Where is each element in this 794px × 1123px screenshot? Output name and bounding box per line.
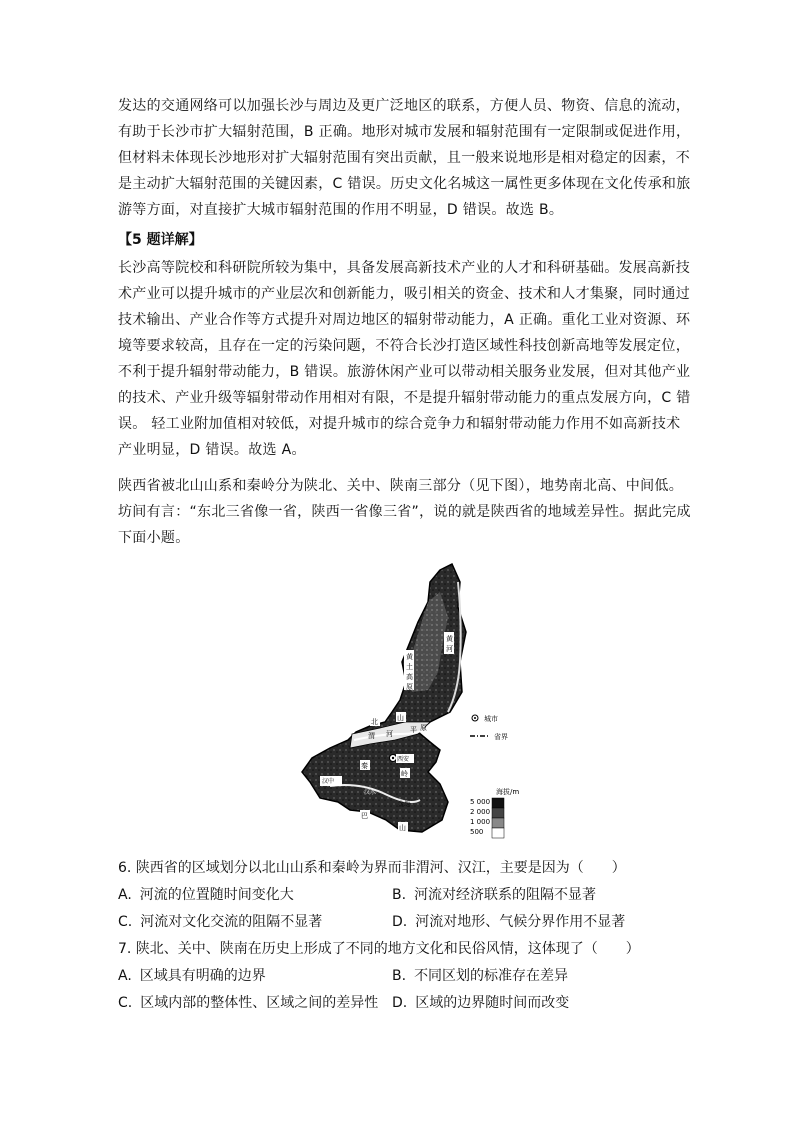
legend-tick: 1 000	[470, 818, 491, 826]
svg-text:岭: 岭	[401, 770, 408, 778]
text-line: 但材料未体现长沙地形对扩大辐射范围有突出贡献，且一般来说地形是相对稳定的因素，不	[118, 150, 690, 166]
svg-text:渭: 渭	[368, 732, 375, 740]
basin-label	[398, 800, 410, 808]
svg-text:西安: 西安	[397, 756, 410, 763]
hanshui-label	[364, 788, 376, 796]
text-line: 长沙高等院校和科研院所较为集中，具备发展高新技术产业的人才和科研基础。发展高新技	[118, 260, 690, 276]
svg-text:山: 山	[399, 824, 406, 832]
question-6-option-b[interactable]	[392, 882, 596, 908]
option-text: 河流对文化交流的阻隔不显著	[140, 914, 323, 930]
plateau-label	[404, 650, 414, 691]
xian-label	[396, 754, 414, 763]
question-6-option-a[interactable]	[118, 882, 294, 908]
option-letter: A.	[118, 968, 132, 984]
svg-text:平: 平	[410, 726, 417, 734]
text-line: 产业明显，D 错误。故选 A。	[118, 442, 306, 458]
svg-text:盆地: 盆地	[398, 801, 411, 808]
option-text: 河流对地形、气候分界作用不显著	[415, 914, 626, 930]
question-7-option-b[interactable]	[392, 963, 568, 989]
option-text: 河流的位置随时间变化大	[139, 887, 294, 903]
svg-text:黄: 黄	[406, 653, 413, 661]
section-heading-q5: 【5 题详解】	[118, 232, 203, 248]
legend-tick: 500	[470, 828, 484, 836]
text-line: 境等要求较高，且存在一定的污染问题，不符合长沙打造区域性科技创新高地等发展定位，	[118, 338, 690, 354]
question-6-option-c[interactable]	[118, 909, 322, 935]
text-line: 陕西省被北山山系和秦岭分为陕北、关中、陕南三部分（见下图），地势南北高、中间低。	[118, 478, 683, 494]
option-letter: C.	[118, 914, 133, 930]
text-line: 坊间有言：“东北三省像一省，陕西一省像三省”，说的就是陕西省的地域差异性。据此完成	[118, 504, 691, 520]
text-line: 下面小题。	[118, 530, 190, 546]
svg-text:黄: 黄	[446, 635, 453, 643]
yellow-river-label	[444, 632, 454, 654]
svg-text:河: 河	[446, 645, 453, 653]
svg-text:原: 原	[420, 724, 427, 732]
svg-text:巴: 巴	[361, 812, 368, 820]
option-letter: D.	[392, 995, 408, 1011]
option-letter: B.	[392, 968, 407, 984]
map-legend	[470, 712, 540, 844]
text-line: 的技术、产业升级等辐射带动作用相对有限，不是提升辐射带动能力的重点发展方向，C 错	[118, 390, 691, 406]
svg-text:汉中: 汉中	[322, 778, 335, 785]
svg-text:高: 高	[406, 673, 413, 681]
text-line: 是主动扩大辐射范围的关键因素，C 错误。历史文化名城这一属性更多体现在文化传承和旅	[118, 176, 691, 192]
text-line: 误。 轻工业附加值相对较低，对提升城市的综合竞争力和辐射带动能力作用不如高新技术	[118, 416, 681, 432]
answer-paragraph-4	[118, 93, 691, 223]
option-text: 不同区划的标准存在差异	[414, 968, 569, 984]
question-7-option-a[interactable]	[118, 963, 266, 989]
text-line: 游等方面，对直接扩大城市辐射范围的作用不明显，D 错误。故选 B。	[118, 202, 564, 218]
svg-text:北: 北	[371, 718, 378, 726]
text-line: 术产业可以提升城市的产业层次和创新能力，吸引相关的资金、技术和人才集聚，同时通过	[118, 286, 690, 302]
svg-text:原: 原	[406, 683, 413, 691]
question-7-option-c[interactable]	[118, 990, 378, 1016]
text-line: 发达的交通网络可以加强长沙与周边及更广泛地区的联系，方便人员、物资、信息的流动，	[118, 98, 690, 114]
question-6-stem: 6. 陕西省的区域划分以北山山系和秦岭为界而非渭河、汉江，主要是因为（ ）	[118, 860, 626, 876]
option-letter: D.	[392, 914, 408, 930]
option-text: 区域内部的整体性、区域之间的差异性	[140, 995, 379, 1011]
text-line: 技术输出、产业合作等方式提升对周边地区的辐射带动能力，A 正确。重化工业对资源、环	[118, 312, 691, 328]
text-line: 有助于长沙市扩大辐射范围，B 正确。地形对城市发展和辐射范围有一定限制或促进作用，	[118, 124, 691, 140]
answer-paragraph-5	[118, 255, 691, 463]
question-7-stem: 7. 陕北、关中、陕南在历史上形成了不同的地方文化和民俗风情，这体现了（ ）	[118, 941, 640, 957]
question-intro-paragraph	[118, 473, 691, 551]
question-6-option-d[interactable]	[392, 909, 625, 935]
svg-text:土: 土	[406, 663, 413, 671]
legend-city-label: 城市	[484, 715, 498, 723]
option-letter: A.	[118, 887, 132, 903]
svg-text:秦: 秦	[361, 762, 368, 770]
hanzhong-label	[320, 776, 342, 786]
text-line: 不利于提升辐射带动能力，B 错误。旅游休闲产业可以带动相关服务业发展，但对其他产业	[118, 364, 691, 380]
svg-text:汉水: 汉水	[364, 789, 377, 796]
option-text: 区域的边界随时间而改变	[415, 995, 570, 1011]
question-7-option-d[interactable]	[392, 990, 569, 1016]
option-text: 河流对经济联系的阻隔不显著	[414, 887, 597, 903]
legend-graphic	[470, 712, 540, 842]
legend-border-label: 省界	[494, 733, 508, 741]
option-text: 区域具有明确的边界	[139, 968, 266, 984]
svg-text:山: 山	[397, 714, 404, 722]
legend-elevation-title: 海拔/m	[496, 788, 520, 796]
svg-text:河: 河	[386, 730, 393, 738]
option-letter: B.	[392, 887, 407, 903]
option-letter: C.	[118, 995, 133, 1011]
legend-tick: 5 000	[470, 798, 491, 806]
legend-tick: 2 000	[470, 808, 491, 816]
